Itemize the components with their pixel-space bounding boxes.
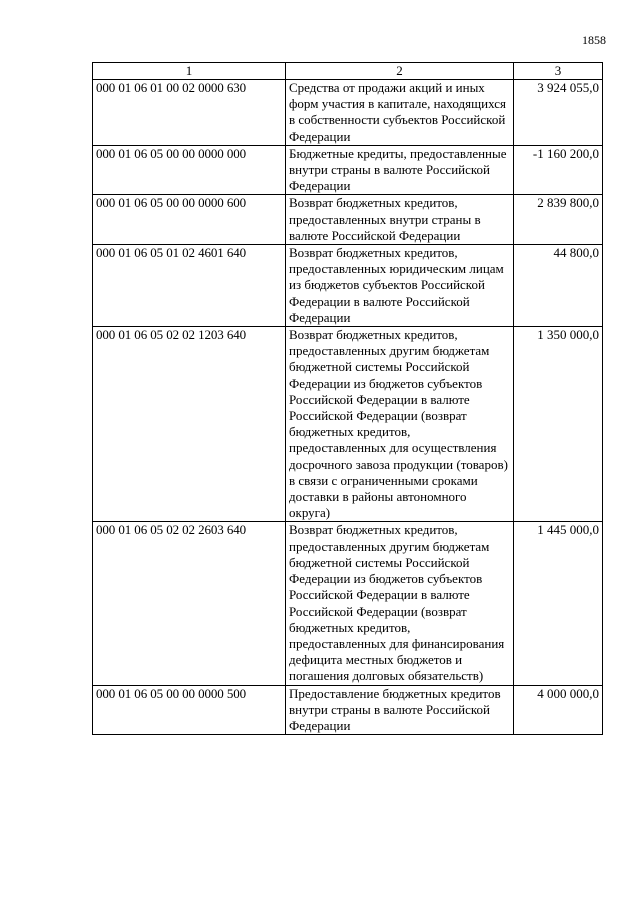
row-amount: 1 445 000,0 [514, 522, 603, 685]
table-row [93, 195, 603, 245]
row-description: Предоставление бюджетных кредитов внутри страны в валюте Российской Федерации [286, 685, 514, 735]
row-amount: 44 800,0 [514, 245, 603, 327]
table-row [93, 80, 603, 146]
table-row [93, 145, 603, 195]
row-amount: 3 924 055,0 [514, 80, 603, 146]
row-description: Возврат бюджетных кредитов, предоставленных другим бюджетам бюджетной системы Российской Федерации из бюджетов субъектов Российской Федерации в валюте Российской Федерации (возврат бюджетных кредитов, предоставленных для осуществления досрочного завоза продукции (товаров) в связи с ограниченными сроками доставки в районы автономного округа) [286, 327, 514, 522]
budget-code: 000 01 06 05 02 02 2603 640 [93, 522, 286, 685]
row-description: Возврат бюджетных кредитов, предоставленных другим бюджетам бюджетной системы Российской Федерации из бюджетов субъектов Российской Федерации в валюте Российской Федерации (возврат бюджетных кредитов, предоставленных для финансирования дефицита местных бюджетов и погашения долговых обязательств) [286, 522, 514, 685]
budget-table [92, 62, 603, 735]
column-header-3: 3 [514, 63, 603, 80]
row-amount: 4 000 000,0 [514, 685, 603, 735]
row-description: Бюджетные кредиты, предоставленные внутри страны в валюте Российской Федерации [286, 145, 514, 195]
table-row [93, 327, 603, 522]
budget-code: 000 01 06 01 00 02 0000 630 [93, 80, 286, 146]
budget-code: 000 01 06 05 02 02 1203 640 [93, 327, 286, 522]
budget-code: 000 01 06 05 00 00 0000 500 [93, 685, 286, 735]
row-amount: 2 839 800,0 [514, 195, 603, 245]
row-description: Средства от продажи акций и иных форм участия в капитале, находящихся в собственности субъектов Российской Федерации [286, 80, 514, 146]
table-row [93, 245, 603, 327]
column-header-1: 1 [93, 63, 286, 80]
header-row [93, 63, 603, 80]
row-description: Возврат бюджетных кредитов, предоставленных внутри страны в валюте Российской Федерации [286, 195, 514, 245]
table-row [93, 522, 603, 685]
row-description: Возврат бюджетных кредитов, предоставленных юридическим лицам из бюджетов субъектов Российской Федерации в валюте Российской Федерации [286, 245, 514, 327]
budget-code: 000 01 06 05 00 00 0000 000 [93, 145, 286, 195]
row-amount: 1 350 000,0 [514, 327, 603, 522]
table-header [93, 63, 603, 80]
table-row [93, 685, 603, 735]
table-body [93, 80, 603, 735]
page-number: 1858 [582, 33, 606, 47]
budget-code: 000 01 06 05 00 00 0000 600 [93, 195, 286, 245]
budget-code: 000 01 06 05 01 02 4601 640 [93, 245, 286, 327]
row-amount: -1 160 200,0 [514, 145, 603, 195]
column-header-2: 2 [286, 63, 514, 80]
